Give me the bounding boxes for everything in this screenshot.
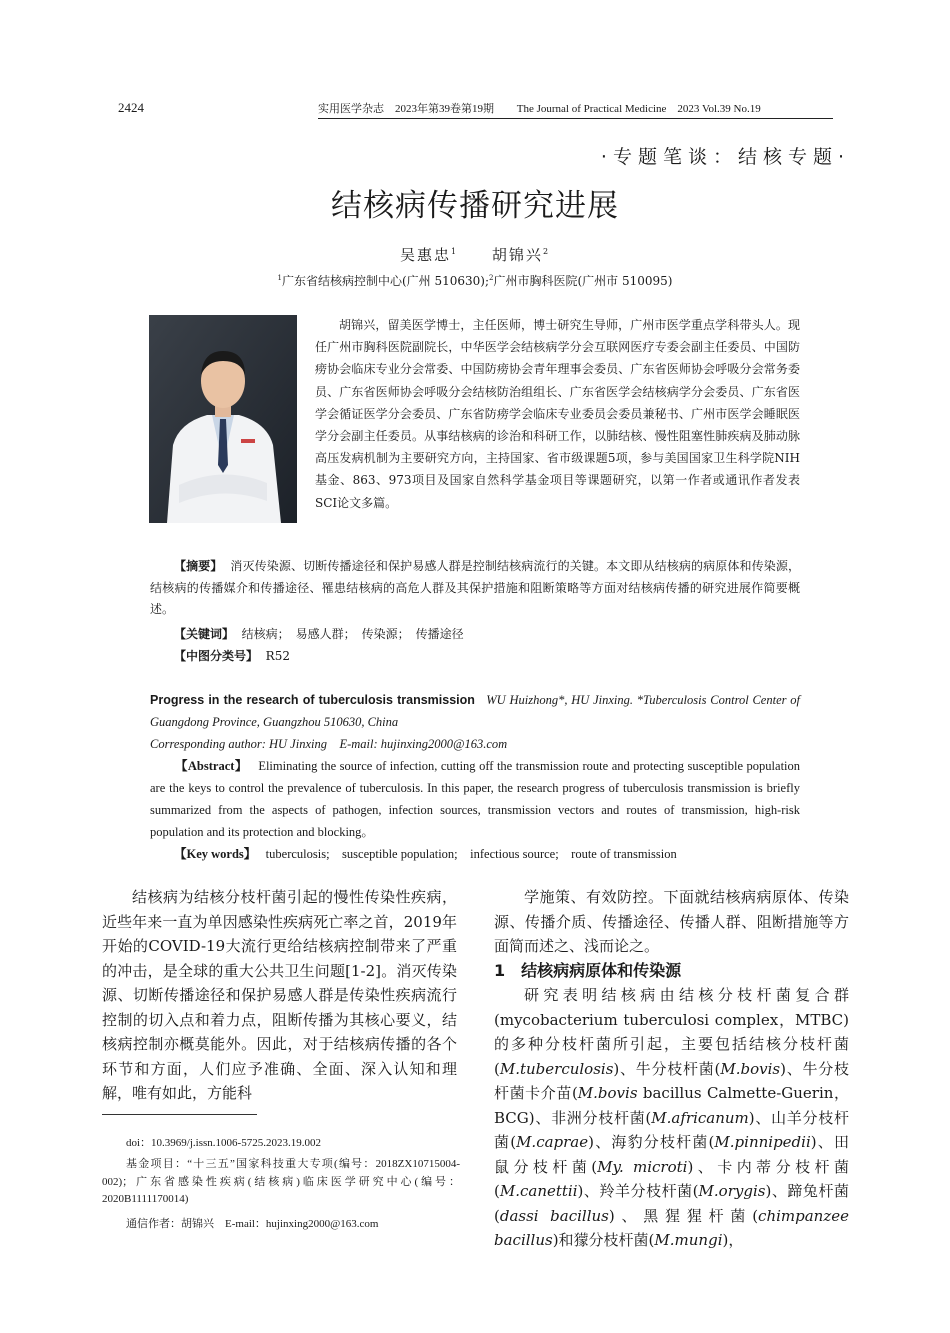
authors [0, 244, 950, 265]
author-name: 胡锦兴 [491, 246, 543, 264]
english-abstract [150, 755, 800, 843]
body-right-column [494, 885, 849, 1253]
english-title-block [150, 689, 800, 733]
classification-label: 【中图分类号】 [174, 649, 259, 663]
affil-text: 广州市胸科医院(广州市 510095) [493, 274, 673, 288]
english-corresponding: Corresponding author: HU Jinxing E-mail: hujinxing2000@163.com [150, 737, 508, 751]
abstract-zh [150, 556, 800, 621]
english-keywords-label: 【Key words】 [174, 847, 257, 861]
classification-zh [150, 646, 824, 668]
english-title: Progress in the research of tuberculosis transmission [150, 693, 475, 707]
abstract-text: 消灭传染源、切断传播途径和保护易感人群是控制结核病流行的关键。本文即从结核病的病原体和传染源，结核病的传播媒介和传播途径、罹患结核病的高危人群及其保护措施和阻断策略等方面对结核病传播的研究进展作简要概述。 [150, 559, 800, 616]
classification-text: R52 [265, 649, 290, 663]
english-keywords [150, 843, 824, 865]
author-biography: 胡锦兴，留美医学博士，主任医师，博士研究生导师，广州市医学重点学科带头人。现任广州市胸科医院副院长，中华医学会结核病学分会互联网医疗专委会副主任委员、中国防痨协会临床专业分会常委、中国防痨协会青年理事会委员、广东省医师协会呼吸分会常务委员、广东省医师协会呼吸分会结核防治组组长、广东省医学会结核病学分会委员、广东省医学会循证医学分会委员、广东省防痨学会临床专业委员会委员兼秘书、广州市医学会睡眠医学分会副主任委员。从事结核病的诊治和科研工作，以肺结核、慢性阻塞性肺疾病及肺动脉高压发病机制为主要研究方向，主持国家、省市级课题5项，参与美国国家卫生科学院NIH基金、863、973项目及国家自然科学基金项目等课题研究，以第一作者或通讯作者发表SCI论文多篇。 [315, 318, 800, 510]
author-sup: 2 [542, 247, 551, 256]
author-portrait-image [149, 315, 297, 523]
keywords-label: 【关键词】 [174, 627, 235, 641]
affil-sup: 1 [277, 274, 282, 282]
author-photo [149, 315, 297, 523]
body-left-paragraph: 结核病为结核分枝杆菌引起的慢性传染性疾病，近些年来一直为单因感染性疾病死亡率之首，2019年开始的COVID-19大流行更给结核病控制带来了严重的冲击，是全球的重大公共卫生问题[1-2]。消灭传染源、切断传播途径和保护易感人群是传染性疾病流行控制的切入点和着力点，阻断传播为其核心要义，结核病控制亦概莫能外。因此，对于结核病传播的各个环节和方面，人们应予准确、全面、深入认知和理解，唯有如此，方能科 [102, 888, 457, 1102]
affil-sup: 2 [489, 274, 494, 282]
page-number: 2424 [118, 100, 144, 115]
english-authors: WU Huizhong*, HU Jinxing. *Tuberculosis Control Center of Guangdong Province, Guangzhou 510630, China [150, 693, 801, 729]
keywords-zh [150, 624, 824, 646]
english-keywords-text: tuberculosis; susceptible population; infectious source; route of transmission [265, 847, 677, 861]
footnote-corresponding: 通信作者：胡锦兴 E-mail：hujinxing2000@163.com [126, 1218, 379, 1230]
english-abstract-label: 【Abstract】 [175, 759, 248, 773]
keywords-text: 结核病； 易感人群； 传染源； 传播途径 [241, 627, 464, 641]
affil-text: 广东省结核病控制中心(广州 510630); [281, 274, 490, 288]
running-header [318, 100, 833, 119]
footnote-fund: 基金项目：“十三五”国家科技重大专项(编号：2018ZX10715004-002)；广东省感染性疾病(结核病)临床医学研究中心(编号：2020B1111170014) [102, 1158, 460, 1205]
body-paragraph: 研究表明结核病由结核分枝杆菌复合群(mycobacterium tuberculosi complex，MTBC)的多种分枝杆菌所引起，主要包括结核分枝杆菌(M.tuberculosis)、牛分枝杆菌(M.bovis)、牛分枝杆菌卡介苗(M.bovis bacillus Calmette-Guerin，BCG)、非洲分枝杆菌(M.africanum)、山羊分枝杆菌(M.caprae)、海豹分枝杆菌(M.pinnipedii)、田鼠分枝杆菌(My. microti)、卡内蒂分枝杆菌(M.canettii)、羚羊分枝杆菌(M.orygis)、蹄兔杆菌(dassi bacillus)、黑猩猩杆菌(chimpanzee bacillus)和獴分枝杆菌(M.mungi)， [494, 986, 850, 1249]
section-heading: 1 结核病病原体和传染源 [494, 960, 682, 980]
author-name: 吴惠忠 [399, 246, 451, 264]
english-abstract-text: Eliminating the source of infection, cutting off the transmission route and protecting susceptible population are the keys to control the prevalence of tuberculosis. In this paper, the research progress of tuberculosis transmission is briefly summarized from the aspects of pathogen, infection sources, transmission vectors and routes of transmission, high-risk population and its protection and blocking。 [150, 759, 801, 839]
footnote-doi: doi：10.3969/j.issn.1006-5725.2023.19.002 [126, 1137, 321, 1149]
journal-name-en: The Journal of Practical Medicine 2023 Vol.39 No.19 [516, 103, 761, 115]
article-title: 结核病传播研究进展 [331, 188, 619, 224]
footnote-divider [102, 1114, 257, 1115]
journal-name-zh: 实用医学杂志 2023年第39卷第19期 [318, 103, 494, 115]
column-tag: ·专题笔谈：结核专题· [600, 146, 850, 168]
abstract-label: 【摘要】 [174, 559, 223, 573]
body-paragraph: 学施策、有效防控。下面就结核病病原体、传染源、传播介质、传播途径、传播人群、阻断措施等方面简而述之、浅而论之。 [494, 888, 849, 955]
author-sup: 1 [450, 247, 459, 256]
affiliations [0, 272, 950, 289]
